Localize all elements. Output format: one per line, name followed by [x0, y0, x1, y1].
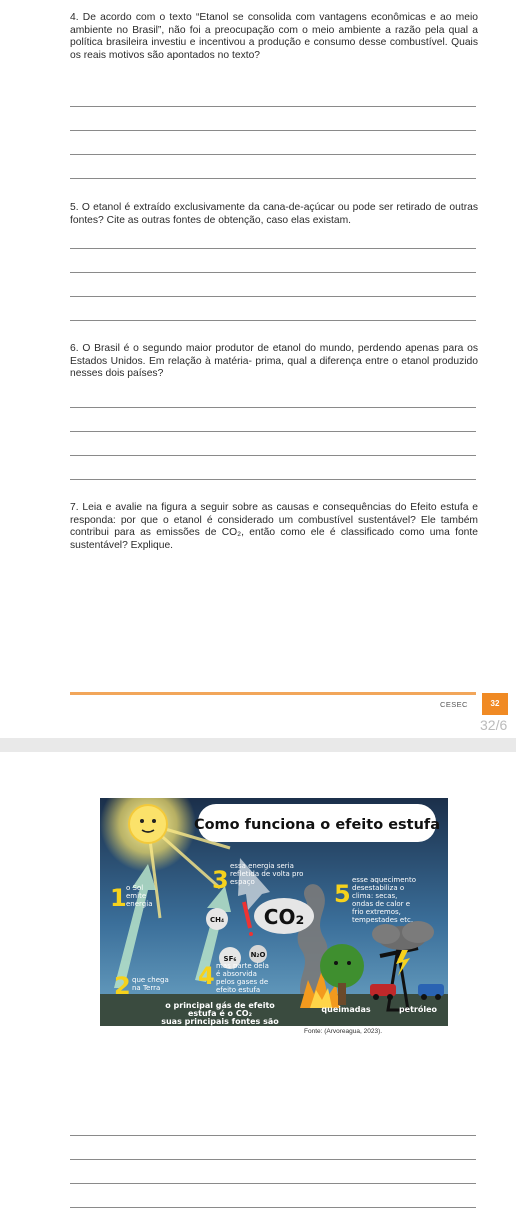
- step-2-number: 2: [114, 972, 131, 1000]
- answer-line: [70, 1207, 476, 1208]
- svg-text:CH₄: CH₄: [209, 916, 225, 924]
- footer-bar: [70, 692, 476, 695]
- step-3-number: 3: [212, 866, 229, 894]
- svg-text:refletida de volta pro: refletida de volta pro: [230, 870, 304, 878]
- bottom-caption-1: o principal gás de efeito: [165, 1001, 275, 1010]
- bottom-caption-3: suas principais fontes são: [161, 1017, 279, 1026]
- question-5: 5. O etanol é extraído exclusivamente da cana-de-açúcar ou pode ser retirado de outras fontes? Cite as outras fontes de obtenção, caso elas existam.: [70, 202, 478, 226]
- answer-line: [70, 130, 476, 131]
- svg-text:energia: energia: [126, 900, 153, 908]
- answer-line: [70, 178, 476, 179]
- answer-line: [70, 1159, 476, 1160]
- svg-text:mas parte dela: mas parte dela: [216, 962, 269, 970]
- question-6: 6. O Brasil é o segundo maior produtor de etanol do mundo, perdendo apenas para os Estados Unidos. Em relação à matéria- prima, qual a diferença entre o etanol produzido nesses dois países?: [70, 343, 478, 380]
- answer-line: [70, 455, 476, 456]
- answer-line: [70, 1135, 476, 1136]
- svg-text:essa energia seria: essa energia seria: [230, 862, 294, 870]
- answer-line: [70, 272, 476, 273]
- svg-text:esse aquecimento: esse aquecimento: [352, 876, 416, 884]
- figure-source: Fonte: (Arvoreagua, 2023).: [304, 1028, 383, 1035]
- answer-line: [70, 154, 476, 155]
- step-1-number: 1: [110, 884, 127, 912]
- svg-text:efeito estufa: efeito estufa: [216, 986, 261, 994]
- svg-text:na Terra: na Terra: [132, 984, 161, 992]
- answer-line: [70, 407, 476, 408]
- step-5-number: 5: [334, 880, 351, 908]
- svg-text:frio extremos,: frio extremos,: [352, 908, 401, 916]
- tree-icon: [320, 944, 364, 988]
- page-number-badge: 32: [482, 693, 508, 715]
- svg-text:é absorvida: é absorvida: [216, 970, 257, 978]
- svg-text:ondas de calor e: ondas de calor e: [352, 900, 411, 908]
- answer-line: [70, 320, 476, 321]
- label-queimadas: queimadas: [321, 1005, 371, 1014]
- bottom-caption-2: estufa é o CO₂: [187, 1009, 253, 1018]
- svg-text:N₂O: N₂O: [250, 951, 266, 959]
- answer-line: [70, 248, 476, 249]
- greenhouse-illustration: [100, 798, 448, 1026]
- answer-line: [70, 1183, 476, 1184]
- svg-text:pelos gases de: pelos gases de: [216, 978, 269, 986]
- footer-label: CESEC: [440, 700, 468, 709]
- svg-text:emite: emite: [126, 892, 147, 900]
- svg-text:espaço: espaço: [230, 878, 255, 886]
- answer-line: [70, 106, 476, 107]
- page-counter: 32/6: [480, 717, 508, 733]
- question-4: 4. De acordo com o texto “Etanol se consolida com vantagens econômicas e ao meio ambiente no Brasil”, não foi a preocupação com o meio ambiente a razão pela qual a política brasileira investiu e incentivou a produção e consumo desse combustível. Quais os reais motivos são apontados no texto?: [70, 12, 478, 61]
- figure-title: Como funciona o efeito estufa: [193, 817, 441, 833]
- svg-text:clima: secas,: clima: secas,: [352, 892, 398, 900]
- answer-line: [70, 431, 476, 432]
- svg-text:que chega: que chega: [132, 976, 169, 984]
- question-7: 7. Leia e avalie na figura a seguir sobre as causas e consequências do Efeito estufa e responda: por que o etanol é considerado um combustível sustentável? Ele também contribui para as emissões de CO₂, então como ele é classificado como uma fonte sustentável? Explique.: [70, 502, 478, 551]
- step-4-number: 4: [198, 962, 215, 990]
- answer-line: [70, 296, 476, 297]
- svg-text:desestabiliza o: desestabiliza o: [352, 884, 405, 892]
- car-icon: [418, 984, 444, 996]
- svg-text:o Sol: o Sol: [126, 884, 144, 892]
- car-icon: [370, 984, 396, 996]
- sun-icon: [129, 805, 167, 843]
- greenhouse-figure: [100, 798, 448, 1026]
- svg-text:CO₂: CO₂: [263, 905, 305, 929]
- svg-text:tempestades etc.: tempestades etc.: [352, 916, 414, 924]
- answer-line: [70, 479, 476, 480]
- label-petroleo: petróleo: [398, 1005, 438, 1014]
- svg-text:SF₆: SF₆: [223, 955, 237, 963]
